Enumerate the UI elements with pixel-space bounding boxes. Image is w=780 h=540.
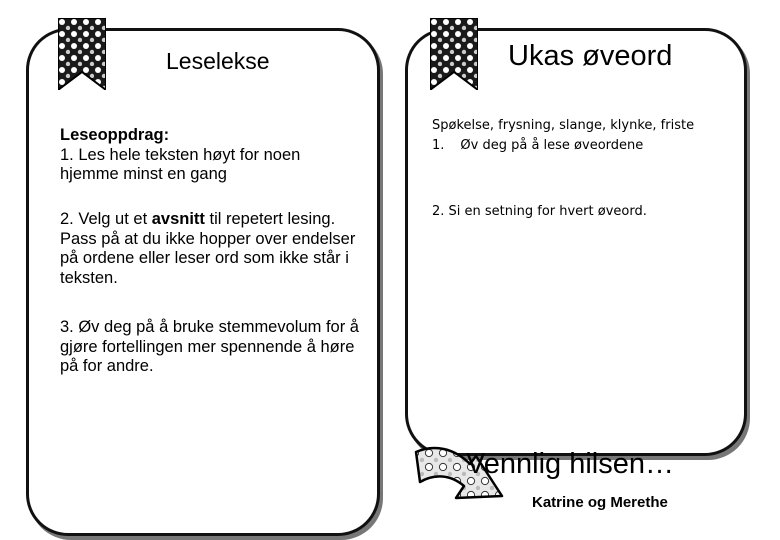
reading-task-block — [60, 126, 360, 185]
item-2-post: til repetert lesing. Pass på at du ikke hopper over endelser på ordene eller leser ord som ikke står i teksten. — [60, 210, 356, 287]
reading-task-heading: Leseoppdrag: — [60, 126, 170, 144]
signature: Katrine og Merethe — [532, 494, 668, 511]
weekly-words-block — [432, 116, 732, 155]
card-title-leselekse: Leselekse — [166, 48, 270, 74]
reading-task-item-1: 1. Les hele teksten høyt for noen hjemme minst en gang — [60, 145, 301, 183]
ukas-oveord-card — [405, 28, 747, 456]
weekly-words-list: Spøkelse, frysning, slange, klynke, friste — [432, 118, 695, 133]
item-3-text: 3. Øv deg på å bruke stemmevolum for å gjøre fortellingen mer spennende å høre på for andre. — [60, 318, 359, 375]
weekly-words-item-2 — [432, 202, 732, 222]
polka-dot-tab-icon — [58, 18, 106, 90]
card-title-ukas-oveord: Ukas øveord — [508, 40, 673, 72]
closing-greeting: Vennlig hilsen… — [466, 448, 674, 480]
weekly-words-item-1 — [432, 136, 732, 156]
item-2-pre: 2. Velg ut et — [60, 210, 152, 228]
reading-task-item-2 — [60, 210, 360, 288]
item-1-number: 1. — [432, 137, 445, 153]
item-2-text: 2. Si en setning for hvert øveord. — [432, 204, 647, 219]
reading-task-item-3 — [60, 318, 360, 377]
item-1-text: Øv deg på å lese øveordene — [460, 137, 644, 153]
polka-dot-tab-icon — [430, 18, 478, 90]
item-2-bold: avsnitt — [151, 210, 205, 228]
